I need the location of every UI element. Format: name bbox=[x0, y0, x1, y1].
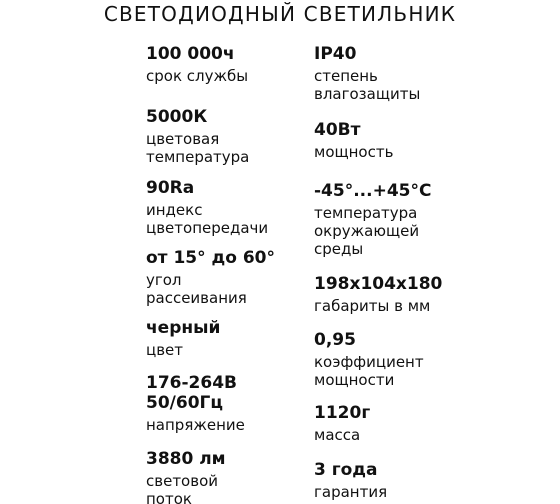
spec-value: 3 года bbox=[314, 460, 378, 480]
spec-label: габариты в мм bbox=[314, 297, 431, 315]
spec-cri bbox=[146, 178, 268, 237]
spec-label: мощность bbox=[314, 143, 394, 161]
spec-label: напряжение bbox=[146, 416, 245, 434]
spec-power-factor bbox=[314, 330, 424, 389]
spec-label: срок службы bbox=[146, 67, 249, 85]
spec-value: 198х104х180 bbox=[314, 274, 443, 294]
spec-label: цветовая температура bbox=[146, 130, 250, 166]
spec-value: 5000К bbox=[146, 107, 208, 127]
spec-label: световой поток bbox=[146, 472, 218, 504]
spec-value: 1120г bbox=[314, 403, 371, 423]
spec-value: черный bbox=[146, 318, 221, 338]
spec-ip-rating bbox=[314, 44, 420, 103]
spec-value: 40Вт bbox=[314, 120, 361, 140]
spec-ambient-temperature bbox=[314, 181, 431, 258]
spec-value: 176-264В 50/60Гц bbox=[146, 373, 237, 413]
spec-color bbox=[146, 318, 220, 359]
spec-label: масса bbox=[314, 426, 361, 444]
spec-label: температура окружающей среды bbox=[314, 204, 420, 258]
spec-label: степень влагозащиты bbox=[314, 67, 421, 103]
spec-value: 0,95 bbox=[314, 330, 356, 350]
spec-weight bbox=[314, 403, 370, 444]
spec-luminous-flux bbox=[146, 449, 226, 504]
spec-dimensions bbox=[314, 274, 442, 315]
spec-value: 100 000ч bbox=[146, 44, 235, 64]
spec-lifetime bbox=[146, 44, 248, 85]
spec-label: гарантия bbox=[314, 483, 388, 501]
spec-warranty bbox=[314, 460, 387, 501]
spec-value: от 15° до 60° bbox=[146, 248, 276, 268]
spec-label: индекс цветопередачи bbox=[146, 201, 269, 237]
spec-value: IP40 bbox=[314, 44, 357, 64]
spec-label: коэффициент мощности bbox=[314, 353, 424, 389]
spec-value: 90Ra bbox=[146, 178, 195, 198]
spec-value: 3880 лм bbox=[146, 449, 226, 469]
spec-value: -45°...+45°С bbox=[314, 181, 432, 201]
spec-beam-angle bbox=[146, 248, 275, 307]
spec-color-temperature bbox=[146, 107, 249, 166]
spec-power bbox=[314, 120, 393, 161]
spec-label: угол рассеивания bbox=[146, 271, 247, 307]
spec-voltage bbox=[146, 373, 245, 434]
page-title: СВЕТОДИОДНЫЙ СВЕТИЛЬНИК bbox=[103, 2, 457, 26]
spec-label: цвет bbox=[146, 341, 184, 359]
